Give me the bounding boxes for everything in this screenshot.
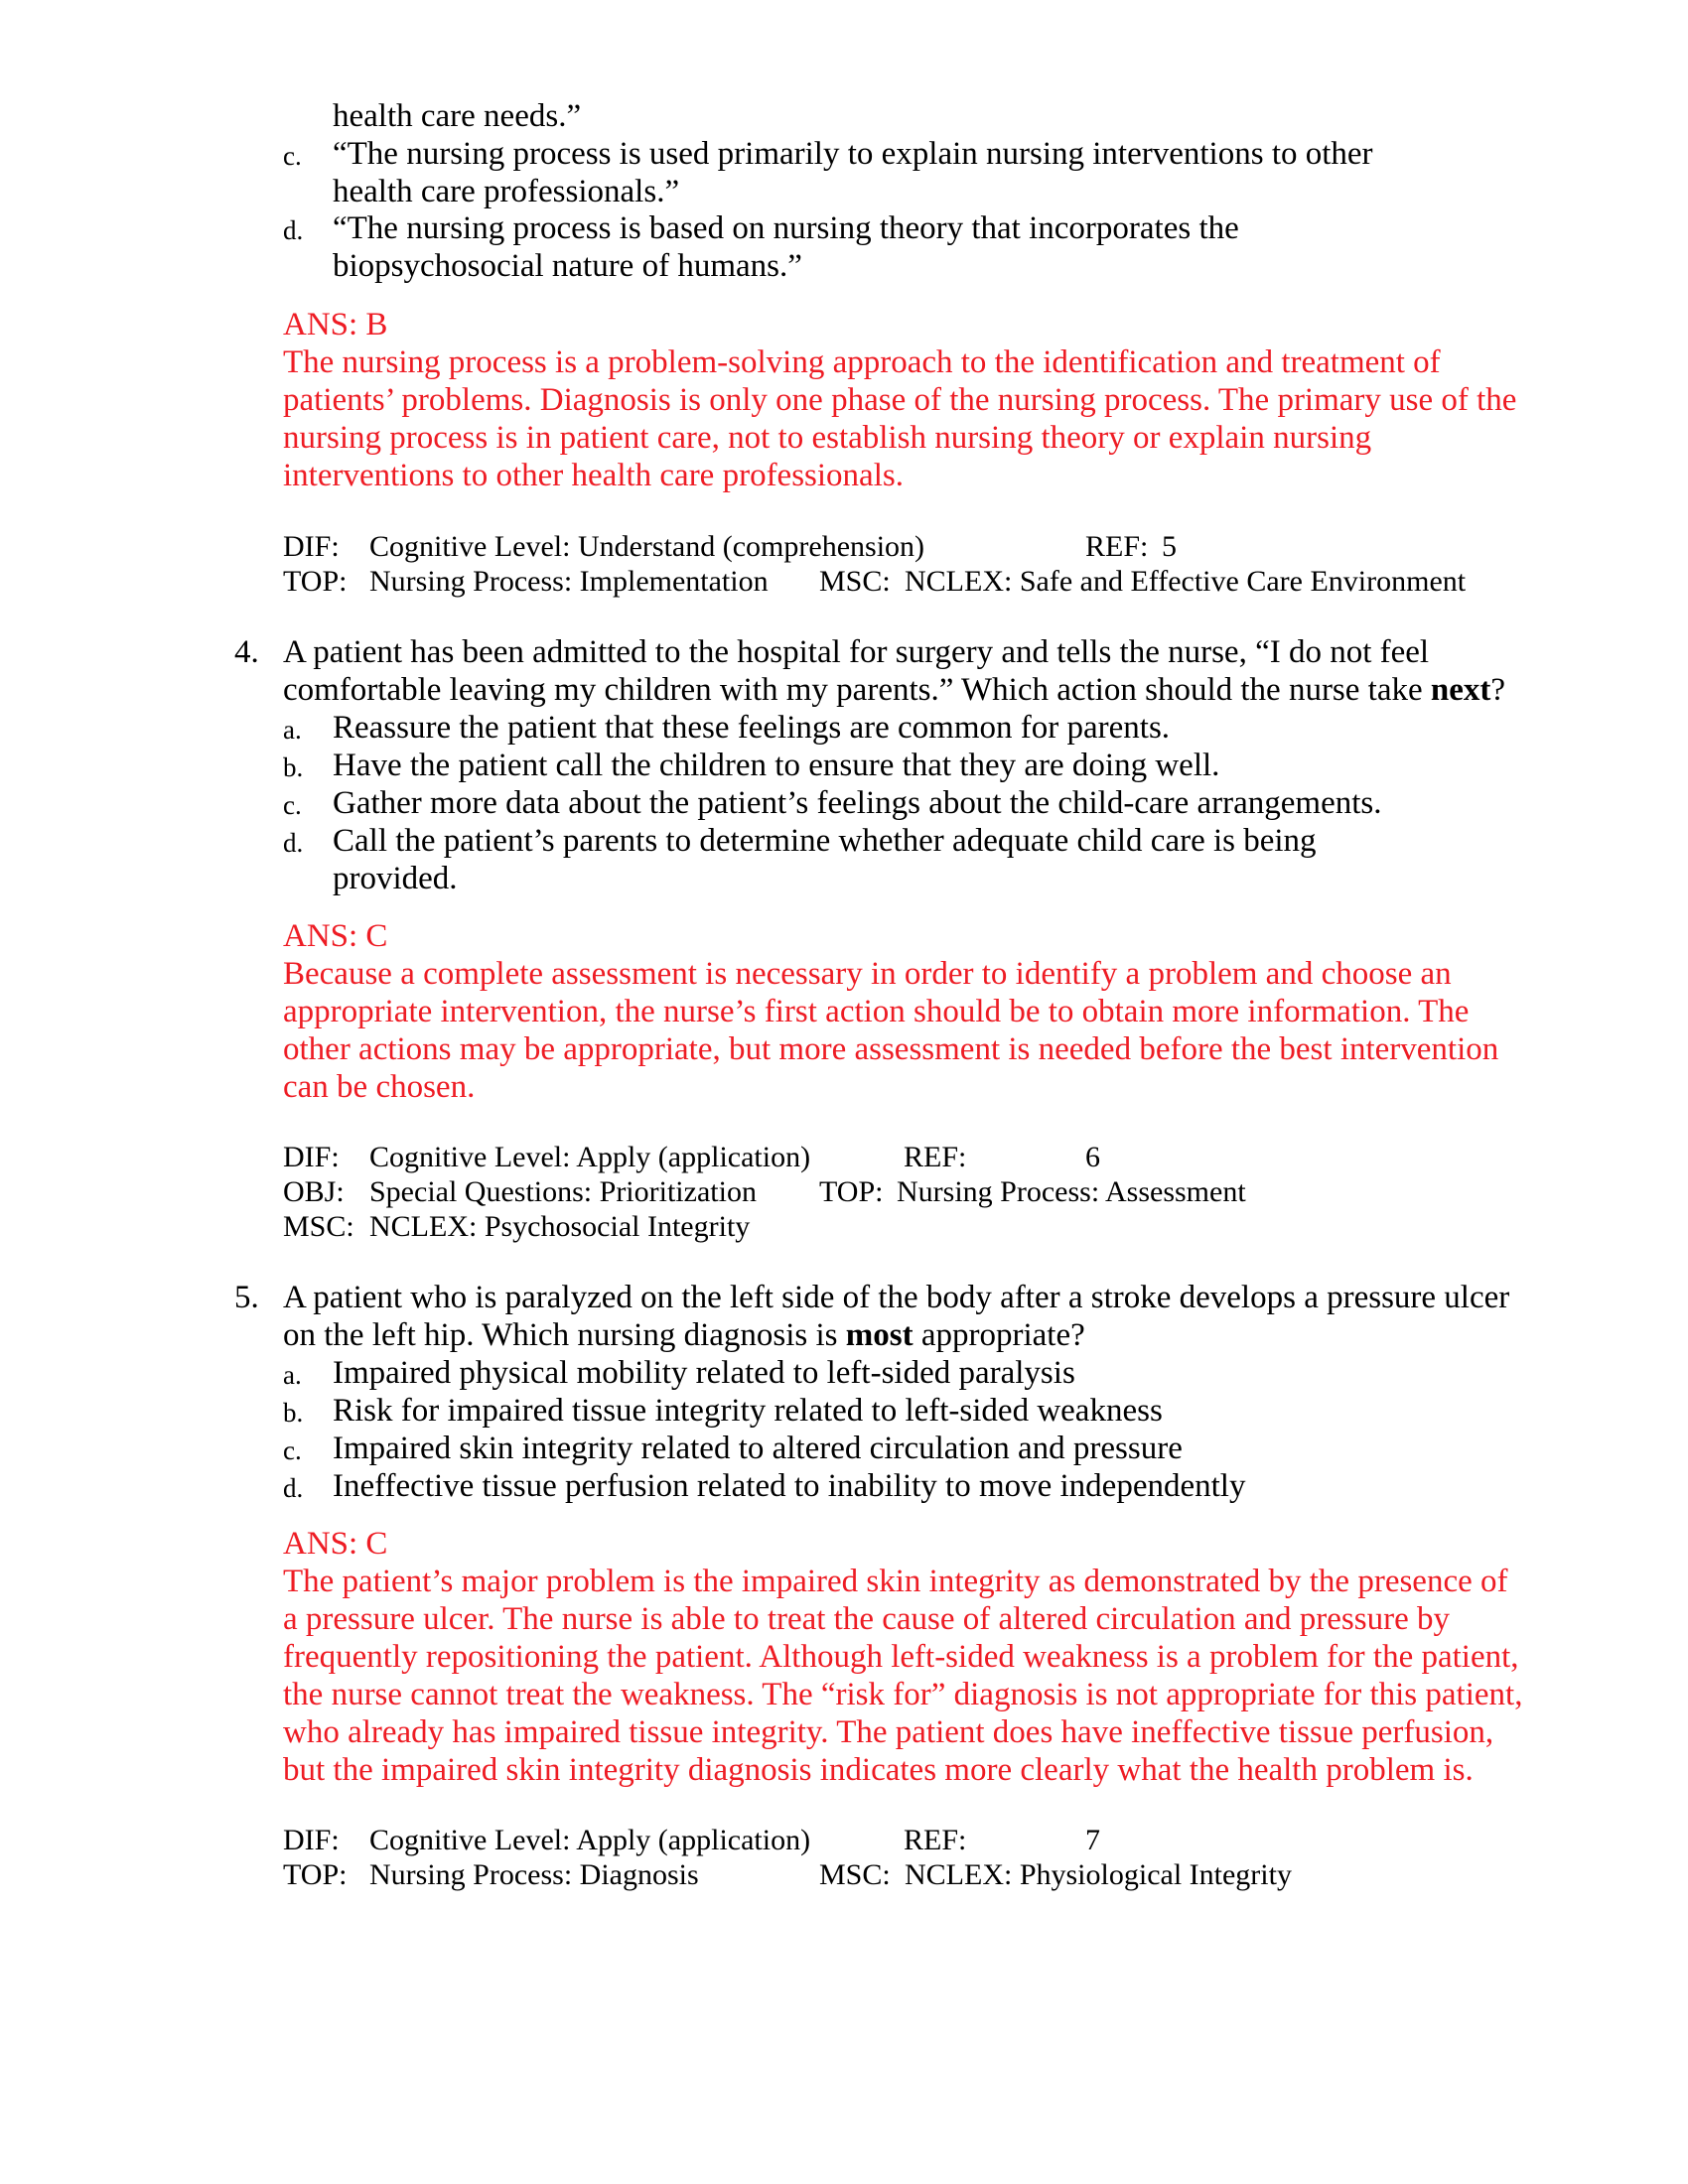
question-number: 5.	[234, 1280, 259, 1315]
stem-text: appropriate?	[913, 1317, 1085, 1353]
stem-text: on the left hip. Which nursing diagnosis is	[283, 1317, 846, 1353]
rationale-line: The nursing process is a problem-solving approach to the identification and treatment of	[283, 344, 1441, 380]
meta-value: 7	[1085, 1824, 1100, 1856]
option-text: Reassure the patient that these feelings are common for parents.	[333, 710, 1171, 746]
rationale-line: patients’ problems. Diagnosis is only one phase of the nursing process. The primary use of the	[283, 382, 1517, 418]
option-letter: d.	[283, 215, 304, 245]
option-text: “The nursing process is based on nursing theory that incorporates the	[333, 210, 1239, 246]
meta-label: DIF:	[283, 1824, 340, 1856]
question-stem: A patient has been admitted to the hospital for surgery and tells the nurse, “I do not feel	[283, 634, 1430, 670]
option-text: Impaired physical mobility related to left-sided paralysis	[333, 1355, 1075, 1391]
stem-text: comfortable leaving my children with my parents.” Which action should the nurse take	[283, 672, 1431, 708]
rationale-line: The patient’s major problem is the impaired skin integrity as demonstrated by the presence of	[283, 1564, 1508, 1599]
meta-value: NCLEX: Psychosocial Integrity	[369, 1210, 751, 1243]
rationale-line: the nurse cannot treat the weakness. The “risk for” diagnosis is not appropriate for this patient,	[283, 1677, 1523, 1712]
answer-label: ANS: B	[283, 307, 388, 342]
option-text: health care professionals.”	[333, 174, 680, 209]
meta-label: DIF:	[283, 530, 340, 563]
meta-value: 5	[1162, 530, 1177, 563]
meta-label: MSC:	[283, 1210, 354, 1243]
meta-value: Cognitive Level: Apply (application)	[369, 1141, 811, 1173]
rationale-line: other actions may be appropriate, but more assessment is needed before the best intervention	[283, 1031, 1499, 1067]
meta-label: TOP:	[283, 565, 348, 598]
question-stem: A patient who is paralyzed on the left side of the body after a stroke develops a pressure ulcer	[283, 1280, 1510, 1315]
option-letter: b.	[283, 1398, 304, 1428]
answer-label: ANS: C	[283, 1526, 388, 1562]
rationale-line: interventions to other health care professionals.	[283, 458, 904, 493]
option-letter: c.	[283, 141, 302, 171]
question-number: 4.	[234, 634, 259, 670]
stem-text: ?	[1490, 672, 1506, 708]
meta-value: 6	[1085, 1141, 1100, 1173]
meta-label: OBJ:	[283, 1175, 345, 1208]
answer-label: ANS: C	[283, 918, 388, 954]
rationale-line: who already has impaired tissue integrity. The patient does have ineffective tissue perfusion,	[283, 1714, 1494, 1750]
stem-emphasis: next	[1430, 672, 1491, 708]
meta-value: Cognitive Level: Apply (application)	[369, 1824, 811, 1856]
question-stem	[283, 1316, 1085, 1354]
rationale-line: frequently repositioning the patient. Although left-sided weakness is a problem for the patient,	[283, 1639, 1519, 1675]
option-text: Have the patient call the children to ensure that they are doing well.	[333, 748, 1220, 783]
option-text: provided.	[333, 861, 458, 896]
option-letter: a.	[283, 715, 302, 745]
option-text: biopsychosocial nature of humans.”	[333, 248, 802, 284]
option-letter: d.	[283, 828, 304, 858]
option-letter: b.	[283, 752, 304, 782]
option-text: Gather more data about the patient’s feelings about the child-care arrangements.	[333, 785, 1382, 821]
option-letter: c.	[283, 1435, 302, 1465]
meta-label: REF:	[1085, 530, 1149, 563]
option-text: Call the patient’s parents to determine whether adequate child care is being	[333, 823, 1317, 859]
option-letter: a.	[283, 1360, 302, 1390]
option-text: Risk for impaired tissue integrity related to left-sided weakness	[333, 1393, 1163, 1429]
meta-value: Cognitive Level: Understand (comprehension)	[369, 530, 925, 563]
meta-label: REF:	[904, 1141, 967, 1173]
rationale-line: nursing process is in patient care, not to establish nursing theory or explain nursing	[283, 420, 1372, 456]
meta-label: MSC:	[819, 1858, 891, 1891]
option-text: Ineffective tissue perfusion related to inability to move independently	[333, 1468, 1246, 1504]
meta-label: TOP:	[819, 1175, 884, 1208]
meta-label: MSC:	[819, 565, 891, 598]
meta-value: Nursing Process: Assessment	[897, 1175, 1246, 1208]
meta-label: DIF:	[283, 1141, 340, 1173]
option-text: “The nursing process is used primarily to explain nursing interventions to other	[333, 136, 1373, 172]
rationale-line: but the impaired skin integrity diagnosis indicates more clearly what the health problem is.	[283, 1752, 1474, 1788]
option-text: Impaired skin integrity related to altered circulation and pressure	[333, 1431, 1183, 1466]
stem-emphasis: most	[845, 1317, 914, 1353]
meta-value: NCLEX: Safe and Effective Care Environment	[905, 565, 1467, 598]
question-stem	[283, 671, 1505, 709]
option-letter: d.	[283, 1473, 304, 1503]
rationale-line: appropriate intervention, the nurse’s first action should be to obtain more information. The	[283, 994, 1470, 1029]
meta-value: Nursing Process: Implementation	[369, 565, 769, 598]
meta-label: TOP:	[283, 1858, 348, 1891]
meta-label: REF:	[904, 1824, 967, 1856]
meta-value: Special Questions: Prioritization	[369, 1175, 757, 1208]
meta-value: Nursing Process: Diagnosis	[369, 1858, 699, 1891]
rationale-line: can be chosen.	[283, 1069, 476, 1105]
option-b-continuation: health care needs.”	[333, 98, 582, 134]
meta-value: NCLEX: Physiological Integrity	[905, 1858, 1292, 1891]
option-letter: c.	[283, 790, 302, 820]
rationale-line: a pressure ulcer. The nurse is able to treat the cause of altered circulation and pressure by	[283, 1601, 1450, 1637]
rationale-line: Because a complete assessment is necessary in order to identify a problem and choose an	[283, 956, 1452, 992]
